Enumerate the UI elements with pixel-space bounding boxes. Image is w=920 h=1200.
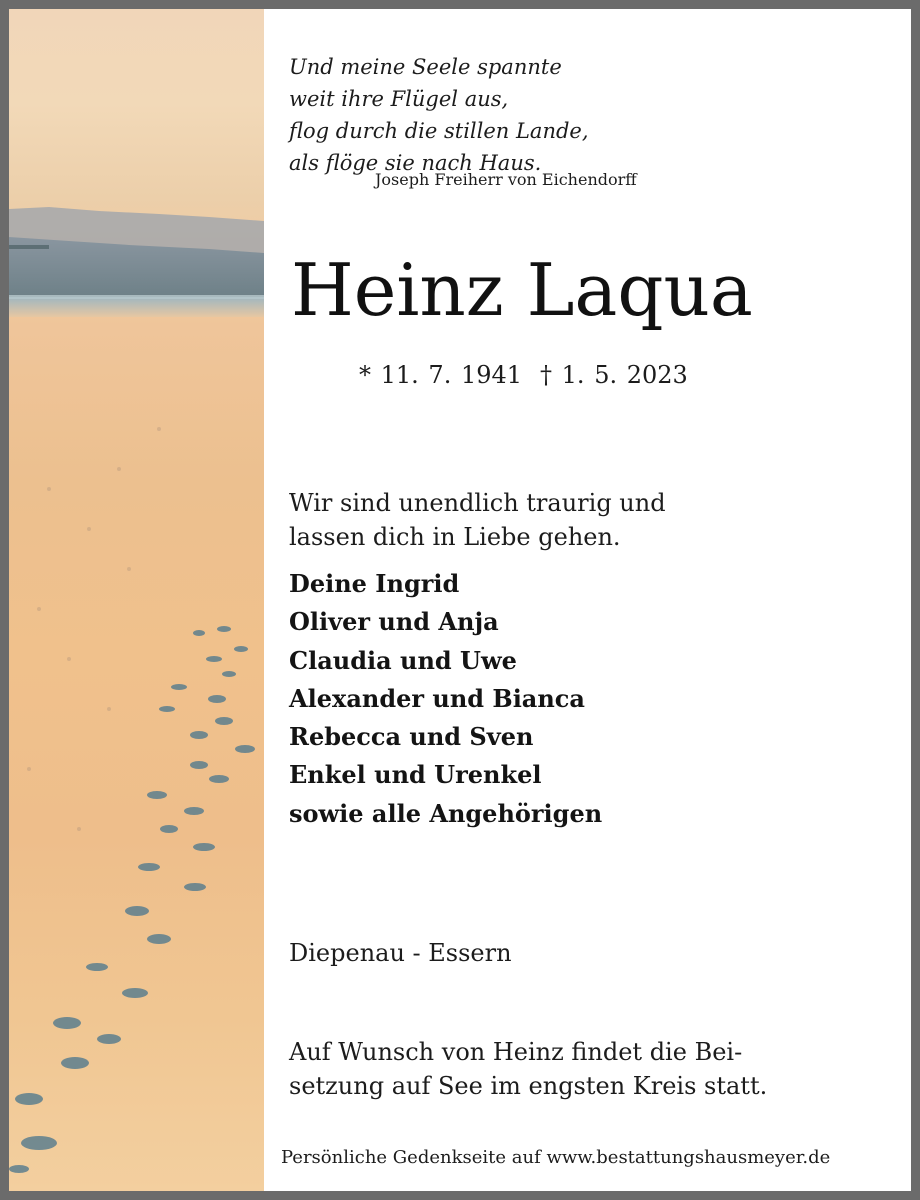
burial-note (289, 1035, 767, 1103)
burial-note-line: Auf Wunsch von Heinz findet die Bei- (289, 1038, 743, 1066)
deceased-name: Heinz Laqua (291, 248, 753, 332)
statement-line: Wir sind unendlich traurig und (289, 489, 666, 517)
poem-line: flog durch die stillen Lande, (289, 119, 589, 143)
beach-footprints-image (9, 9, 264, 1191)
survivor-entry: Rebecca und Sven (289, 722, 534, 752)
life-dates (359, 361, 688, 389)
death-date: † 1. 5. 2023 (540, 361, 688, 389)
survivor-entry: Alexander und Bianca (289, 683, 585, 713)
survivor-entry: Oliver und Anja (289, 607, 499, 637)
obituary-card (9, 9, 911, 1191)
mourning-statement (289, 486, 666, 554)
place-name: Diepenau - Essern (289, 939, 512, 967)
survivor-entry: Deine Ingrid (289, 569, 460, 598)
survivors-list (289, 565, 602, 833)
poem-author: Joseph Freiherr von Eichendorff (375, 170, 637, 189)
poem (289, 51, 589, 179)
poem-line: Und meine Seele spannte (289, 55, 562, 79)
poem-line: als flöge sie nach Haus. (289, 151, 542, 175)
burial-note-line: setzung auf See im engsten Kreis statt. (289, 1072, 768, 1100)
beach-scene-graphic (9, 9, 264, 1191)
poem-line: weit ihre Flügel aus, (289, 87, 509, 111)
statement-line: lassen dich in Liebe gehen. (289, 523, 621, 551)
survivor-entry: Claudia und Uwe (289, 645, 517, 675)
survivor-entry: sowie alle Angehörigen (289, 798, 603, 828)
memorial-page-link[interactable]: Persönliche Gedenkseite auf www.bestattungshausmeyer.de (281, 1147, 831, 1168)
birth-date: * 11. 7. 1941 (359, 361, 523, 389)
survivor-entry: Enkel und Urenkel (289, 760, 542, 790)
